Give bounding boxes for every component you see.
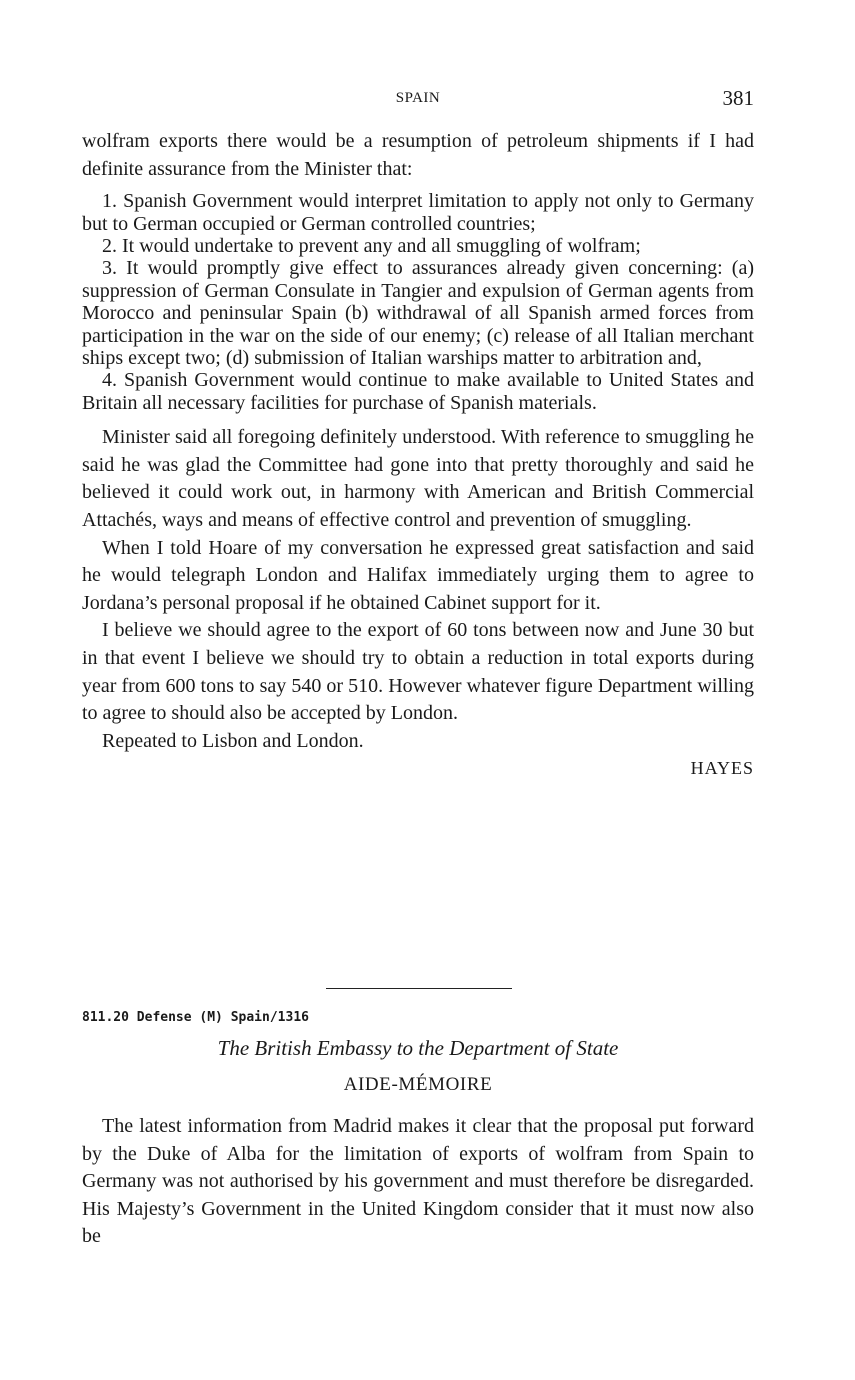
list-item: 3. It would promptly give effect to assurances already given concerning: (a) suppression of German Consulate in Tangier and expulsion of German agents from Morocco and peninsular Spain (b) withdrawal of all Spanish armed forces from participation in the war on the side of our enemy; (c) release of all Italian merchant ships except two; (d) submission of Italian warships matter to arbitration and, — [82, 257, 754, 370]
body-paragraph: The latest information from Madrid makes it clear that the proposal put forward by the Duke of Alba for the limitation of exports of wolfram from Spain to Germany was not authorised by his government and must therefore be disregarded. His Majesty’s Government in the United Kingdom consider that it must now also be — [82, 1115, 754, 1248]
running-head: SPAIN — [395, 90, 441, 106]
file-reference: 811.20 Defense (M) Spain/1316 — [82, 1010, 309, 1025]
list-item: 1. Spanish Government would interpret limitation to apply not only to Germany but to German occupied or German controlled countries; — [82, 190, 754, 235]
page-header — [82, 86, 754, 112]
body-paragraph: Repeated to Lisbon and London. — [102, 729, 364, 752]
conditions-list — [82, 190, 754, 414]
following-paragraphs — [82, 424, 754, 755]
document-title: The British Embassy to the Department of State — [217, 1036, 619, 1060]
signature: HAYES — [690, 758, 754, 779]
page-number: 381 — [722, 86, 754, 110]
body-paragraph: Minister said all foregoing definitely understood. With reference to smuggling he said he was glad the Committee had gone into that pretty thoroughly and said he believed it could work out, in harmony with American and British Commercial Attachés, ways and means of effective control and prevention of smuggling. — [82, 426, 754, 532]
list-item: 2. It would undertake to prevent any and all smuggling of wolfram; — [102, 235, 641, 257]
list-item: 4. Spanish Government would continue to make available to United States and Britain all necessary facilities for purchase of Spanish materials. — [82, 369, 754, 414]
aide-memoire-body — [82, 1113, 754, 1251]
intro-paragraph: wolfram exports there would be a resumption of petroleum shipments if I had definite assurance from the Minister that: — [82, 130, 754, 180]
telegram-body — [82, 128, 754, 782]
body-paragraph: When I told Hoare of my conversation he expressed great satisfaction and said he would telegraph London and Halifax immediately urging them to agree to Jordana’s personal proposal if he obtained Cabinet support for it. — [82, 536, 754, 614]
section-divider — [326, 988, 512, 989]
document-type: AIDE-MÉMOIRE — [343, 1074, 493, 1095]
body-paragraph: I believe we should agree to the export of 60 tons between now and June 30 but in that event I believe we should try to obtain a reduction in total exports during year from 600 tons to say 540 or 510. However whatever figure Department willing to agree to should also be accepted by London. — [82, 619, 754, 725]
